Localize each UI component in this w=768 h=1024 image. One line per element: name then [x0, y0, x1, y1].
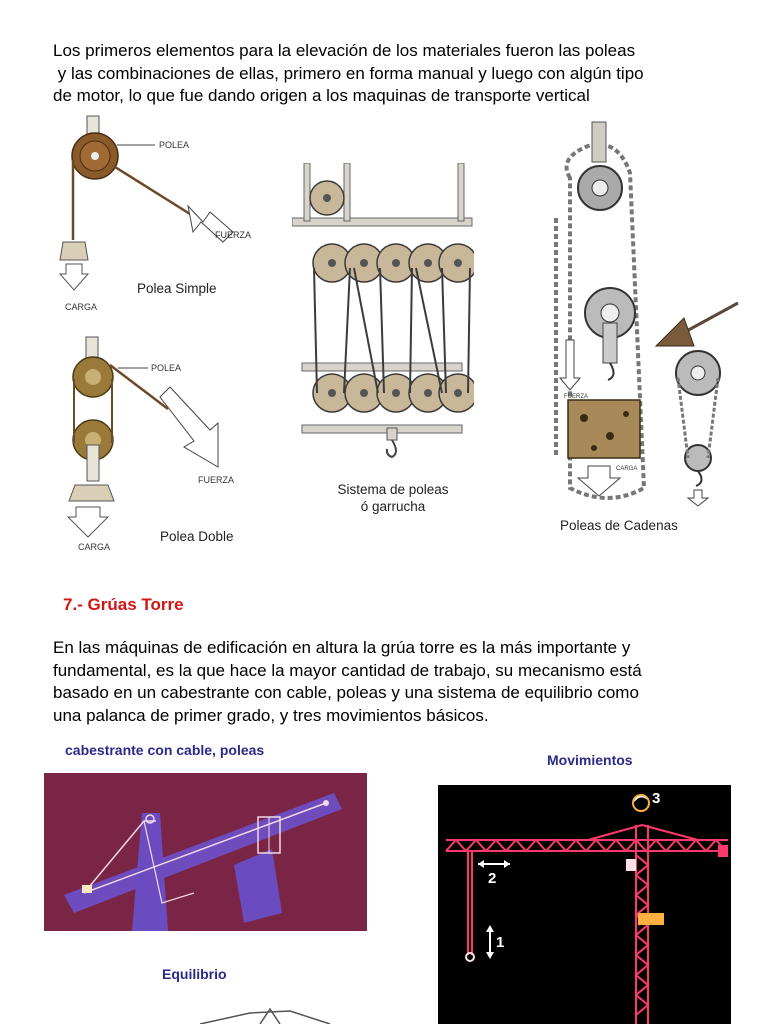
polea-doble-diagram	[60, 335, 260, 555]
intro-line-2: y las combinaciones de ellas, primero en forma manual y luego con algún tipo	[53, 63, 644, 83]
cadenas-carga-label: CARGA	[616, 466, 638, 472]
movimiento-3-mark: 3	[652, 790, 661, 807]
intro-line-3: de motor, lo que fue dando origen a los maquinas de transporte vertical	[53, 86, 590, 105]
cadenas-fuerza-label: FUERZA	[564, 394, 588, 400]
poleas-cadenas-diagram	[548, 118, 740, 508]
polea-doble-polea-label: POLEA	[151, 363, 182, 373]
polea-simple-caption: Polea Simple	[137, 281, 217, 296]
movimiento-1-mark: 1	[496, 934, 505, 951]
polea-simple-polea-label: POLEA	[159, 140, 190, 150]
cabestrante-image	[44, 773, 367, 931]
intro-line-1: Los primeros elementos para la elevación de los materiales fueron las poleas	[53, 41, 636, 60]
garrucha-caption-line-2: ó garrucha	[360, 499, 426, 514]
cabestrante-label: cabestrante con cable, poleas	[65, 742, 265, 758]
polea-simple-fuerza-label: FUERZA	[215, 230, 251, 240]
section-line-3: basado en un cabestrante con cable, poleas y una sistema de equilibrio como	[53, 683, 639, 702]
equilibrio-image	[160, 1005, 360, 1024]
equilibrio-label: Equilibrio	[162, 966, 227, 982]
cadenas-caption: Poleas de Cadenas	[560, 518, 678, 533]
movimientos-image	[438, 785, 731, 1024]
movimientos-label: Movimientos	[547, 752, 633, 768]
section-line-1: En las máquinas de edificación en altura la grúa torre es la más importante y	[53, 638, 631, 657]
garrucha-caption	[318, 481, 468, 515]
section-line-4: una palanca de primer grado, y tres movimientos básicos.	[53, 705, 489, 725]
polea-doble-fuerza-label: FUERZA	[198, 475, 234, 485]
intro-paragraph	[53, 40, 753, 108]
section-line-2: fundamental, es la que hace la mayor cantidad de trabajo, su mecanismo está	[53, 660, 642, 680]
garrucha-caption-line-1: Sistema de poleas	[337, 482, 449, 497]
section-paragraph	[53, 637, 763, 727]
polea-doble-carga-label: CARGA	[78, 542, 111, 552]
movimiento-2-mark: 2	[488, 870, 497, 887]
garrucha-diagram	[292, 163, 474, 463]
polea-simple-carga-label: CARGA	[65, 302, 98, 312]
section-heading: 7.- Grúas Torre	[63, 595, 184, 614]
polea-doble-caption: Polea Doble	[160, 529, 234, 544]
